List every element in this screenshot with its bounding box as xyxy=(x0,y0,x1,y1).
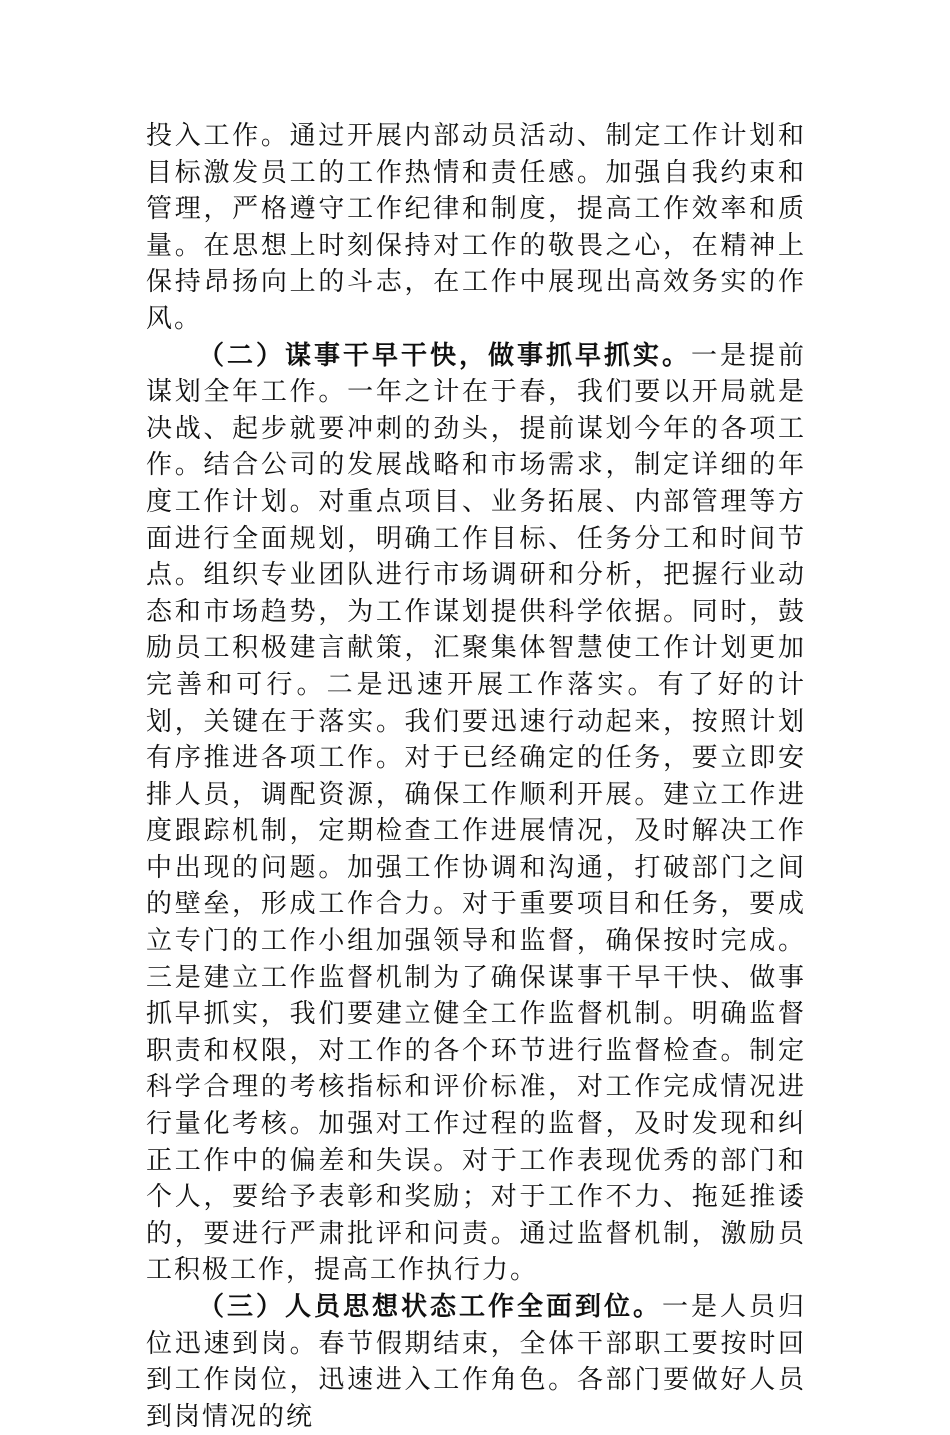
paragraph-2-text: 一是提前谋划全年工作。一年之计在于春，我们要以开局就是决战、起步就要冲刺的劲头，提前谋划今年的各项工作。结合公司的发展战略和市场需求，制定详细的年度工作计划。对重点项目、业务拓展、内部管理等方面进行全面规划，明确工作目标、任务分工和时间节点。组织专业团队进行市场调研和分析，把握行业动态和市场趋势，为工作谋划提供科学依据。同时，鼓励员工积极建言献策，汇聚集体智慧使工作计划更加完善和可行。二是迅速开展工作落实。有了好的计划，关键在于落实。我们要迅速行动起来，按照计划有序推进各项工作。对于已经确定的任务，要立即安排人员，调配资源，确保工作顺利开展。建立工作进度跟踪机制，定期检查工作进展情况，及时解决工作中出现的问题。加强工作协调和沟通，打破部门之间的壁垒，形成工作合力。对于重要项目和任务，要成立专门的工作小组加强领导和监督，确保按时完成。三是建立工作监督机制为了确保谋事干早干快、做事抓早抓实，我们要建立健全工作监督机制。明确监督职责和权限，对工作的各个环节进行监督检查。制定科学合理的考核指标和评价标准，对工作完成情况进行量化考核。加强对工作过程的监督，及时发现和纠正工作中的偏差和失误。对于工作表现优秀的部门和个人，要给予表彰和奖励；对于工作不力、拖延推诿的，要进行严肃批评和问责。通过监督机制，激励员工积极工作，提高工作执行力。 xyxy=(146,340,806,1286)
document-body xyxy=(146,118,806,1435)
section-3-heading: （三）人员思想状态工作全面到位。 xyxy=(198,1292,662,1322)
section-2-heading: （二）谋事干早干快，做事抓早抓实。 xyxy=(198,340,691,371)
paragraph-2 xyxy=(146,338,806,1289)
paragraph-1 xyxy=(146,118,806,338)
paragraph-1-text: 投入工作。通过开展内部动员活动、制定工作计划和目标激发员工的工作热情和责任感。加强自我约束和管理，严格遵守工作纪律和制度，提高工作效率和质量。在思想上时刻保持对工作的敬畏之心，在精神上保持昂扬向上的斗志，在工作中展现出高效务实的作风。 xyxy=(146,121,806,334)
paragraph-3 xyxy=(146,1289,806,1435)
paragraph-3-text: 一是人员归位迅速到岗。春节假期结束，全体干部职工要按时回到工作岗位，迅速进入工作角色。各部门要做好人员到岗情况的统 xyxy=(146,1292,806,1432)
